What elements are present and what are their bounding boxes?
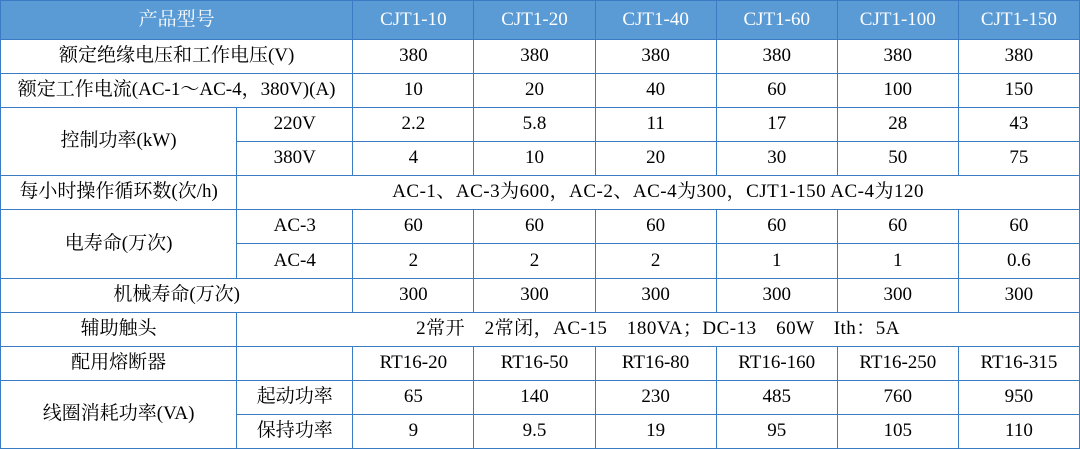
cell-value: RT16-80 bbox=[595, 346, 716, 380]
cell-value: 485 bbox=[716, 380, 837, 414]
cell-value: 60 bbox=[716, 210, 837, 244]
row-label-control-power: 控制功率(kW) bbox=[1, 108, 237, 176]
cell-value: 75 bbox=[958, 142, 1079, 176]
cell-value: 40 bbox=[595, 74, 716, 108]
header-model-3: CJT1-40 bbox=[595, 1, 716, 40]
header-model-1: CJT1-10 bbox=[353, 1, 474, 40]
cell-value: 105 bbox=[837, 414, 958, 448]
cell-value: 65 bbox=[353, 380, 474, 414]
cell-value: 5.8 bbox=[474, 108, 595, 142]
cell-value: 28 bbox=[837, 108, 958, 142]
cell-value: 380 bbox=[837, 40, 958, 74]
cell-value: RT16-160 bbox=[716, 346, 837, 380]
cell-value: 1 bbox=[837, 244, 958, 278]
table-header-row bbox=[1, 1, 1080, 40]
cell-value: 2 bbox=[595, 244, 716, 278]
row-label-auxiliary-contacts: 辅助触头 bbox=[1, 312, 237, 346]
cell-value: 100 bbox=[837, 74, 958, 108]
cell-value: 60 bbox=[595, 210, 716, 244]
cell-value: 2.2 bbox=[353, 108, 474, 142]
header-model-6: CJT1-150 bbox=[958, 1, 1079, 40]
cell-value: 380 bbox=[474, 40, 595, 74]
cell-value: 2 bbox=[353, 244, 474, 278]
cell-value: 50 bbox=[837, 142, 958, 176]
header-model-5: CJT1-100 bbox=[837, 1, 958, 40]
cell-value: 20 bbox=[474, 74, 595, 108]
table-row bbox=[1, 210, 1080, 244]
row-label-mechanical-life: 机械寿命(万次) bbox=[1, 278, 353, 312]
cell-value: 60 bbox=[958, 210, 1079, 244]
table-row bbox=[1, 278, 1080, 312]
cell-value: 19 bbox=[595, 414, 716, 448]
cell-value: 300 bbox=[474, 278, 595, 312]
cell-value: 230 bbox=[595, 380, 716, 414]
table-row bbox=[1, 40, 1080, 74]
cell-value: 9 bbox=[353, 414, 474, 448]
cell-value: 30 bbox=[716, 142, 837, 176]
table-row bbox=[1, 74, 1080, 108]
cell-value: 300 bbox=[837, 278, 958, 312]
cell-value: 140 bbox=[474, 380, 595, 414]
cell-value: RT16-315 bbox=[958, 346, 1079, 380]
sub-label-ac3: AC-3 bbox=[237, 210, 353, 244]
cell-value: 300 bbox=[353, 278, 474, 312]
cell-value: 0.6 bbox=[958, 244, 1079, 278]
cell-value: 1 bbox=[716, 244, 837, 278]
cell-value: RT16-50 bbox=[474, 346, 595, 380]
cell-value: 760 bbox=[837, 380, 958, 414]
header-model-4: CJT1-60 bbox=[716, 1, 837, 40]
sub-label-ac4: AC-4 bbox=[237, 244, 353, 278]
table-row bbox=[1, 380, 1080, 414]
cell-value: RT16-20 bbox=[353, 346, 474, 380]
cell-value: 9.5 bbox=[474, 414, 595, 448]
sub-label-holding-power: 保持功率 bbox=[237, 414, 353, 448]
cell-value: 43 bbox=[958, 108, 1079, 142]
header-model-2: CJT1-20 bbox=[474, 1, 595, 40]
table-row bbox=[1, 108, 1080, 142]
cell-value: 950 bbox=[958, 380, 1079, 414]
cell-value: 380 bbox=[595, 40, 716, 74]
cell-value: 20 bbox=[595, 142, 716, 176]
cell-value: 300 bbox=[716, 278, 837, 312]
table-row bbox=[1, 312, 1080, 346]
cell-value: 60 bbox=[837, 210, 958, 244]
row-label-operating-cycles-per-hour: 每小时操作循环数(次/h) bbox=[1, 176, 237, 210]
cell-value: 150 bbox=[958, 74, 1079, 108]
row-label-rated-insulation-voltage: 额定绝缘电压和工作电压(V) bbox=[1, 40, 353, 74]
cell-value: 10 bbox=[353, 74, 474, 108]
cell-value: 380 bbox=[353, 40, 474, 74]
cell-value: 380 bbox=[716, 40, 837, 74]
sub-label-starting-power: 起动功率 bbox=[237, 380, 353, 414]
cell-empty bbox=[237, 346, 353, 380]
row-label-matching-fuse: 配用熔断器 bbox=[1, 346, 237, 380]
row-label-electrical-life: 电寿命(万次) bbox=[1, 210, 237, 278]
cell-value: RT16-250 bbox=[837, 346, 958, 380]
cell-value: 10 bbox=[474, 142, 595, 176]
cell-value: 95 bbox=[716, 414, 837, 448]
cell-value: 17 bbox=[716, 108, 837, 142]
sub-label-380v: 380V bbox=[237, 142, 353, 176]
cell-operating-cycles-note: AC-1、AC-3为600，AC-2、AC-4为300，CJT1-150 AC-4为120 bbox=[237, 176, 1080, 210]
cell-value: 2 bbox=[474, 244, 595, 278]
sub-label-220v: 220V bbox=[237, 108, 353, 142]
cell-value: 60 bbox=[353, 210, 474, 244]
header-product-model: 产品型号 bbox=[1, 1, 353, 40]
row-label-coil-power-consumption: 线圈消耗功率(VA) bbox=[1, 380, 237, 448]
cell-value: 60 bbox=[716, 74, 837, 108]
table-row bbox=[1, 176, 1080, 210]
cell-value: 110 bbox=[958, 414, 1079, 448]
table-row bbox=[1, 346, 1080, 380]
cell-auxiliary-contacts-note: 2常开 2常闭，AC-15 180VA；DC-13 60W Ith：5A bbox=[237, 312, 1080, 346]
cell-value: 380 bbox=[958, 40, 1079, 74]
cell-value: 300 bbox=[958, 278, 1079, 312]
cell-value: 300 bbox=[595, 278, 716, 312]
cell-value: 4 bbox=[353, 142, 474, 176]
cell-value: 11 bbox=[595, 108, 716, 142]
cell-value: 60 bbox=[474, 210, 595, 244]
row-label-rated-working-current: 额定工作电流(AC-1～AC-4，380V)(A) bbox=[1, 74, 353, 108]
